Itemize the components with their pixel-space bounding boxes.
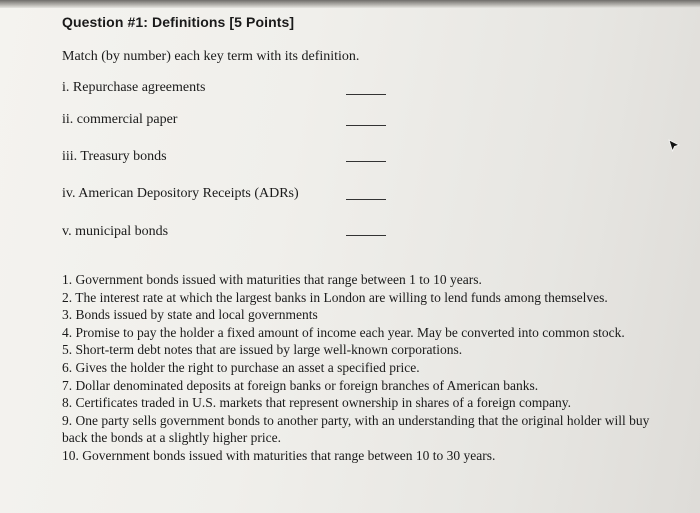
answer-blank-4[interactable] bbox=[346, 199, 386, 200]
question-instructions: Match (by number) each key term with its definition. bbox=[62, 49, 360, 64]
term-2: ii. commercial paper bbox=[62, 112, 178, 127]
definition-item-4: 4. Promise to pay the holder a fixed amount of income each year. May be converted into common stock. bbox=[62, 324, 625, 340]
answer-blank-2[interactable] bbox=[346, 125, 386, 126]
definition-item-1: 1. Government bonds issued with maturities that range between 1 to 10 years. bbox=[62, 272, 482, 287]
definition-item-2: 2. The interest rate at which the largest banks in London are willing to lend funds among themselves. bbox=[62, 289, 608, 305]
definition-item-9: 9. One party sells government bonds to another party, with an understanding that the original holder will buy back the bonds at a slightly higher price. bbox=[62, 412, 650, 446]
definition-item-8: 8. Certificates traded in U.S. markets that represent ownership in shares of a foreign company. bbox=[62, 395, 571, 411]
answer-blank-3[interactable] bbox=[346, 161, 386, 162]
term-4: iv. American Depository Receipts (ADRs) bbox=[62, 186, 299, 201]
term-3: iii. Treasury bonds bbox=[62, 149, 167, 164]
definitions-list bbox=[62, 271, 672, 465]
term-1: i. Repurchase agreements bbox=[62, 80, 206, 95]
definition-item-5: 5. Short-term debt notes that are issued by large well-known corporations. bbox=[62, 342, 463, 358]
definition-item-7: 7. Dollar denominated deposits at foreign banks or foreign branches of American banks. bbox=[62, 377, 539, 393]
definition-item-10: 10. Government bonds issued with maturities that range between 10 to 30 years. bbox=[62, 447, 496, 463]
definition-item-3: 3. Bonds issued by state and local governments bbox=[62, 307, 318, 323]
answer-blank-1[interactable] bbox=[346, 94, 386, 95]
term-5: v. municipal bonds bbox=[62, 224, 169, 239]
definition-item-6: 6. Gives the holder the right to purchase an asset a specified price. bbox=[62, 359, 420, 375]
answer-blank-5[interactable] bbox=[346, 235, 386, 236]
mouse-pointer-icon bbox=[667, 139, 681, 153]
question-title: Question #1: Definitions [5 Points] bbox=[62, 14, 295, 30]
